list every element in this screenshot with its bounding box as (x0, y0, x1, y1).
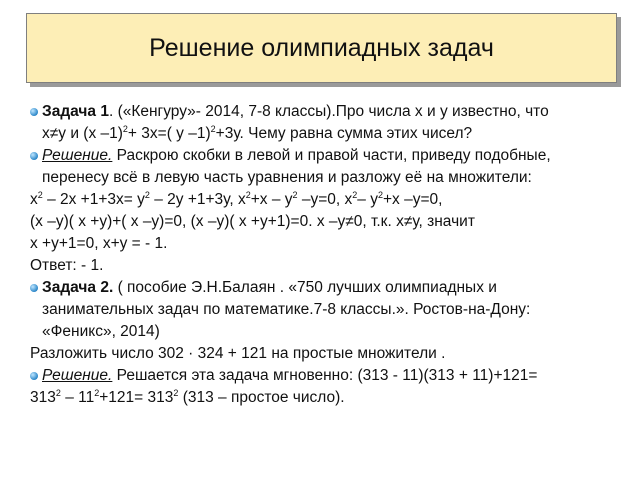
task1-text2b: + 3х=( у –1) (127, 125, 211, 142)
slide-content (32, 101, 632, 409)
eq1-part: – 2у +1+3у, х (149, 191, 246, 208)
task2-line1 (32, 277, 632, 299)
solution2-line1 (32, 365, 632, 387)
task2-line3: «Феникс», 2014) (42, 323, 160, 340)
final-part: +121= 313 (99, 389, 174, 406)
sup: 2 (173, 387, 179, 398)
equation1 (30, 189, 632, 211)
solution1-line1 (32, 145, 632, 167)
sup: 2 (55, 387, 61, 398)
final-part: – 11 (60, 389, 95, 406)
solution1-text1: Раскрою скобки в левой и правой части, приведу подобные, (112, 147, 551, 164)
task2-label: Задача 2. (42, 279, 114, 296)
task1-label: Задача 1 (42, 103, 109, 120)
sup: 2 (245, 189, 251, 200)
final-part: 313 (30, 389, 56, 406)
answer1: Ответ: - 1. (30, 257, 104, 274)
task1-text2c: +3у. Чему равна сумма этих чисел? (215, 125, 473, 142)
equation2: (х –у)( х +у)+( х –у)=0, (х –у)( х +у+1)=0. х –у≠0, т.к. х≠у, значит (30, 213, 475, 230)
task2-statement: Разложить число 302 · 324 + 121 на простые множители . (30, 345, 446, 362)
sup: 2 (210, 123, 216, 134)
sup: 2 (352, 189, 358, 200)
sup: 2 (37, 189, 43, 200)
sup: 2 (122, 123, 128, 134)
solution2-label: Решение. (42, 367, 113, 384)
task1-text2a: х≠у и (х –1) (42, 125, 123, 142)
eq1-part: – у (357, 191, 378, 208)
eq1-part: х (30, 191, 38, 208)
task1-line2 (32, 123, 632, 145)
task1-text1: . («Кенгуру»- 2014, 7-8 классы).Про числа х и у известно, что (108, 103, 549, 120)
sup: 2 (94, 387, 100, 398)
eq1-part: +х – у (250, 191, 293, 208)
final-part: (313 – простое число). (178, 389, 345, 406)
task2-line2: занимательных задач по математике.7-8 классы.». Ростов-на-Дону: (42, 301, 531, 318)
sup: 2 (144, 189, 150, 200)
sup: 2 (292, 189, 298, 200)
eq1-part: +х –у=0, (383, 191, 443, 208)
solution2-final (30, 387, 632, 409)
task2-text1: ( пособие Э.Н.Балаян . «750 лучших олимпиадных и (113, 279, 497, 296)
equation3: х +у+1=0, х+у = - 1. (30, 235, 168, 252)
slide-title: Решение олимпиадных задач (149, 33, 494, 62)
task1-line1 (32, 101, 632, 123)
eq1-part: –у=0, х (297, 191, 353, 208)
title-box (26, 13, 617, 83)
eq1-part: – 2х +1+3х= у (42, 191, 145, 208)
solution1-line2: перенесу всё в левую часть уравнения и разложу её на множители: (42, 169, 532, 186)
solution2-text1: Решается эта задача мгновенно: (313 - 11)(313 + 11)+121= (112, 367, 538, 384)
solution1-label: Решение. (42, 147, 113, 164)
sup: 2 (377, 189, 383, 200)
